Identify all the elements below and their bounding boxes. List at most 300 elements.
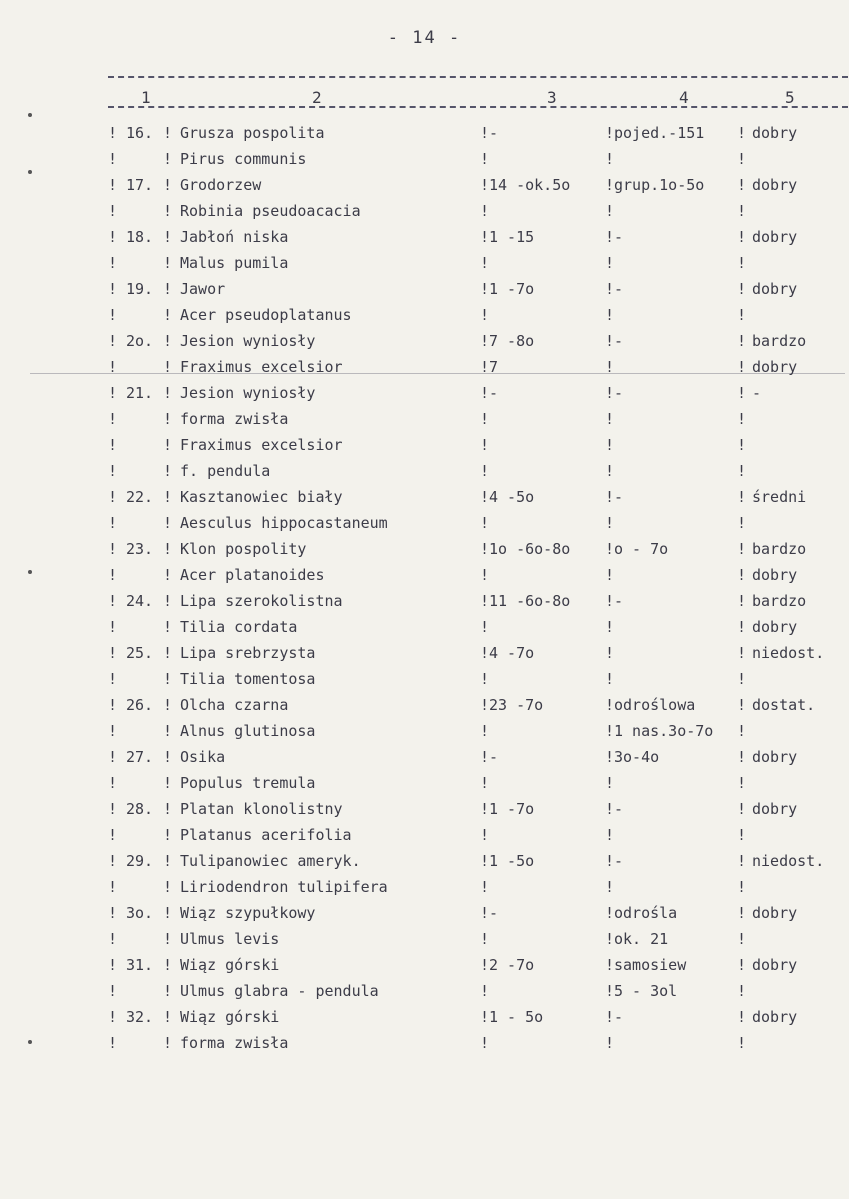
column-separator: ! — [108, 124, 118, 142]
cell-col3: 11 -6o-8o — [489, 592, 571, 610]
cell-species-name: Fraximus excelsior — [180, 358, 343, 376]
column-separator: ! — [163, 644, 173, 662]
column-separator: ! — [108, 592, 118, 610]
column-separator: ! — [163, 280, 173, 298]
cell-species-name: Osika — [180, 748, 226, 766]
column-separator: ! — [605, 774, 615, 792]
cell-col5: bardzo — [752, 332, 807, 350]
column-header-2: 2 — [312, 88, 322, 107]
column-separator: ! — [605, 618, 615, 636]
column-separator: ! — [605, 566, 615, 584]
column-separator: ! — [108, 462, 118, 480]
table-row — [0, 564, 849, 590]
cell-number: 18. — [126, 228, 154, 246]
column-separator: ! — [108, 1008, 118, 1026]
column-separator: ! — [163, 150, 173, 168]
column-separator: ! — [605, 644, 615, 662]
column-separator: ! — [480, 826, 490, 844]
cell-col5: dobry — [752, 904, 798, 922]
column-separator: ! — [605, 722, 615, 740]
cell-number: 16. — [126, 124, 154, 142]
cell-col3: 1 -5o — [489, 852, 535, 870]
column-separator: ! — [163, 618, 173, 636]
cell-species-name: Ulmus glabra - pendula — [180, 982, 379, 1000]
column-separator: ! — [737, 332, 747, 350]
column-separator: ! — [163, 878, 173, 896]
column-separator: ! — [163, 514, 173, 532]
column-separator: ! — [480, 852, 490, 870]
cell-col5: dobry — [752, 800, 798, 818]
margin-dot — [28, 113, 32, 117]
column-separator: ! — [163, 1034, 173, 1052]
column-separator: ! — [605, 488, 615, 506]
column-separator: ! — [108, 280, 118, 298]
column-separator: ! — [605, 982, 615, 1000]
column-separator: ! — [108, 254, 118, 272]
column-separator: ! — [605, 228, 615, 246]
column-separator: ! — [480, 1034, 490, 1052]
table-row — [0, 668, 849, 694]
column-separator: ! — [163, 254, 173, 272]
cell-number: 24. — [126, 592, 154, 610]
column-separator: ! — [737, 670, 747, 688]
column-separator: ! — [605, 1034, 615, 1052]
cell-species-name: Tilia tomentosa — [180, 670, 316, 688]
table-row — [0, 798, 849, 824]
table-row — [0, 616, 849, 642]
column-separator: ! — [605, 358, 615, 376]
column-separator: ! — [605, 748, 615, 766]
column-separator: ! — [480, 800, 490, 818]
cell-col4: - — [614, 1008, 624, 1026]
cell-col4: samosiew — [614, 956, 687, 974]
cell-col5: dostat. — [752, 696, 816, 714]
column-separator: ! — [605, 670, 615, 688]
column-separator: ! — [737, 410, 747, 428]
column-separator: ! — [108, 618, 118, 636]
table-row — [0, 330, 849, 356]
cell-species-name: Acer platanoides — [180, 566, 325, 584]
column-separator: ! — [737, 228, 747, 246]
cell-col5: dobry — [752, 618, 798, 636]
column-separator: ! — [605, 930, 615, 948]
column-separator: ! — [108, 306, 118, 324]
cell-col5: bardzo — [752, 540, 807, 558]
cell-col3: 7 — [489, 358, 499, 376]
column-separator: ! — [737, 826, 747, 844]
table-row — [0, 226, 849, 252]
column-separator: ! — [480, 644, 490, 662]
cell-col4: odrośla — [614, 904, 678, 922]
column-separator: ! — [163, 982, 173, 1000]
column-separator: ! — [108, 852, 118, 870]
column-separator: ! — [480, 228, 490, 246]
column-header-3: 3 — [547, 88, 557, 107]
column-separator: ! — [480, 514, 490, 532]
cell-col5: dobry — [752, 566, 798, 584]
cell-species-name: Jawor — [180, 280, 226, 298]
column-separator: ! — [480, 358, 490, 376]
table-row — [0, 200, 849, 226]
cell-species-name: Malus pumila — [180, 254, 289, 272]
cell-col3: 4 -7o — [489, 644, 535, 662]
cell-number: 31. — [126, 956, 154, 974]
table-row — [0, 252, 849, 278]
column-separator: ! — [480, 150, 490, 168]
cell-col5: dobry — [752, 176, 798, 194]
column-separator: ! — [108, 540, 118, 558]
column-separator: ! — [108, 670, 118, 688]
column-separator: ! — [737, 1034, 747, 1052]
cell-col3: 1o -6o-8o — [489, 540, 571, 558]
column-separator: ! — [480, 592, 490, 610]
column-separator: ! — [605, 436, 615, 454]
cell-col5: dobry — [752, 124, 798, 142]
column-separator: ! — [737, 930, 747, 948]
cell-number: 19. — [126, 280, 154, 298]
cell-species-name: Klon pospolity — [180, 540, 307, 558]
cell-number: 3o. — [126, 904, 154, 922]
column-separator: ! — [737, 488, 747, 506]
cell-col5: - — [752, 384, 762, 402]
table-row — [0, 304, 849, 330]
cell-col5: dobry — [752, 228, 798, 246]
cell-species-name: Tulipanowiec ameryk. — [180, 852, 361, 870]
table-row — [0, 954, 849, 980]
column-separator: ! — [108, 826, 118, 844]
column-separator: ! — [605, 956, 615, 974]
table-row — [0, 460, 849, 486]
cell-col3: 1 -7o — [489, 800, 535, 818]
cell-species-name: forma zwisła — [180, 1034, 289, 1052]
column-separator: ! — [737, 306, 747, 324]
table-row — [0, 902, 849, 928]
column-separator: ! — [108, 332, 118, 350]
column-separator: ! — [163, 566, 173, 584]
cell-col5: niedost. — [752, 644, 825, 662]
column-separator: ! — [605, 202, 615, 220]
column-header-1: 1 — [141, 88, 151, 107]
cell-species-name: Aesculus hippocastaneum — [180, 514, 388, 532]
cell-col3: - — [489, 384, 499, 402]
column-separator: ! — [737, 202, 747, 220]
column-separator: ! — [737, 748, 747, 766]
table-row — [0, 408, 849, 434]
column-separator: ! — [605, 696, 615, 714]
column-separator: ! — [737, 280, 747, 298]
column-separator: ! — [163, 332, 173, 350]
cell-species-name: Populus tremula — [180, 774, 316, 792]
column-separator: ! — [737, 124, 747, 142]
cell-species-name: Kasztanowiec biały — [180, 488, 343, 506]
table-row — [0, 512, 849, 538]
column-separator: ! — [108, 150, 118, 168]
column-separator: ! — [163, 410, 173, 428]
column-separator: ! — [108, 644, 118, 662]
cell-col4: 1 nas.3o-7o — [614, 722, 714, 740]
table-row — [0, 824, 849, 850]
cell-number: 17. — [126, 176, 154, 194]
cell-col4: odroślowa — [614, 696, 696, 714]
table-row — [0, 382, 849, 408]
cell-col4: 5 - 3ol — [614, 982, 678, 1000]
cell-species-name: Jesion wyniosły — [180, 332, 316, 350]
cell-col4: - — [614, 852, 624, 870]
column-separator: ! — [737, 462, 747, 480]
column-separator: ! — [737, 878, 747, 896]
cell-number: 27. — [126, 748, 154, 766]
column-separator: ! — [163, 852, 173, 870]
column-separator: ! — [605, 150, 615, 168]
column-separator: ! — [605, 410, 615, 428]
table-row — [0, 876, 849, 902]
column-separator: ! — [163, 774, 173, 792]
column-separator: ! — [480, 410, 490, 428]
column-separator: ! — [163, 592, 173, 610]
column-separator: ! — [163, 956, 173, 974]
cell-species-name: Robinia pseudoacacia — [180, 202, 361, 220]
table-row — [0, 356, 849, 382]
column-separator: ! — [163, 800, 173, 818]
cell-col4: 3o-4o — [614, 748, 660, 766]
column-separator: ! — [163, 488, 173, 506]
cell-species-name: Platan klonolistny — [180, 800, 343, 818]
column-separator: ! — [163, 358, 173, 376]
table-row — [0, 122, 849, 148]
column-separator: ! — [480, 124, 490, 142]
cell-col5: średni — [752, 488, 807, 506]
column-separator: ! — [737, 384, 747, 402]
column-separator: ! — [737, 800, 747, 818]
cell-species-name: Tilia cordata — [180, 618, 298, 636]
column-separator: ! — [605, 280, 615, 298]
table-row — [0, 538, 849, 564]
cell-number: 29. — [126, 852, 154, 870]
cell-col4: - — [614, 800, 624, 818]
column-separator: ! — [480, 332, 490, 350]
table-row — [0, 772, 849, 798]
column-separator: ! — [163, 176, 173, 194]
column-separator: ! — [605, 904, 615, 922]
column-separator: ! — [737, 150, 747, 168]
cell-species-name: Pirus communis — [180, 150, 307, 168]
table-row — [0, 1006, 849, 1032]
column-separator: ! — [605, 826, 615, 844]
column-separator: ! — [737, 514, 747, 532]
column-separator: ! — [108, 904, 118, 922]
column-separator: ! — [108, 514, 118, 532]
table-top-rule — [108, 76, 848, 78]
cell-col3: 7 -8o — [489, 332, 535, 350]
table-row — [0, 1032, 849, 1058]
column-separator: ! — [163, 306, 173, 324]
column-separator: ! — [605, 332, 615, 350]
cell-col4: o - 7o — [614, 540, 669, 558]
cell-col5: niedost. — [752, 852, 825, 870]
cell-species-name: Liriodendron tulipifera — [180, 878, 388, 896]
column-separator: ! — [108, 956, 118, 974]
column-separator: ! — [163, 462, 173, 480]
cell-number: 25. — [126, 644, 154, 662]
column-separator: ! — [108, 358, 118, 376]
page-number: - 14 - — [387, 28, 462, 48]
cell-species-name: Grusza pospolita — [180, 124, 325, 142]
cell-species-name: Alnus glutinosa — [180, 722, 316, 740]
cell-number: 2o. — [126, 332, 154, 350]
table-row — [0, 850, 849, 876]
cell-col4: grup.1o-5o — [614, 176, 705, 194]
column-separator: ! — [108, 384, 118, 402]
column-separator: ! — [163, 436, 173, 454]
cell-species-name: Jabłoń niska — [180, 228, 289, 246]
cell-species-name: f. pendula — [180, 462, 271, 480]
column-separator: ! — [108, 202, 118, 220]
cell-col5: dobry — [752, 358, 798, 376]
column-separator: ! — [163, 540, 173, 558]
column-separator: ! — [163, 696, 173, 714]
cell-col5: dobry — [752, 748, 798, 766]
cell-number: 26. — [126, 696, 154, 714]
column-separator: ! — [737, 176, 747, 194]
column-separator: ! — [605, 1008, 615, 1026]
column-separator: ! — [737, 644, 747, 662]
column-separator: ! — [108, 722, 118, 740]
column-separator: ! — [480, 670, 490, 688]
column-separator: ! — [737, 722, 747, 740]
column-separator: ! — [737, 774, 747, 792]
cell-species-name: Platanus acerifolia — [180, 826, 352, 844]
column-separator: ! — [163, 670, 173, 688]
column-separator: ! — [108, 800, 118, 818]
column-separator: ! — [108, 1034, 118, 1052]
column-separator: ! — [163, 384, 173, 402]
cell-col3: 1 -7o — [489, 280, 535, 298]
column-separator: ! — [737, 436, 747, 454]
cell-species-name: Acer pseudoplatanus — [180, 306, 352, 324]
column-separator: ! — [605, 878, 615, 896]
column-separator: ! — [480, 982, 490, 1000]
cell-number: 32. — [126, 1008, 154, 1026]
column-separator: ! — [480, 956, 490, 974]
cell-species-name: Wiąz szypułkowy — [180, 904, 316, 922]
column-separator: ! — [480, 202, 490, 220]
column-separator: ! — [108, 696, 118, 714]
column-separator: ! — [163, 1008, 173, 1026]
column-separator: ! — [605, 462, 615, 480]
column-separator: ! — [737, 618, 747, 636]
table-row — [0, 720, 849, 746]
cell-number: 28. — [126, 800, 154, 818]
cell-col5: dobry — [752, 1008, 798, 1026]
cell-col5: bardzo — [752, 592, 807, 610]
column-separator: ! — [108, 410, 118, 428]
cell-col4: - — [614, 384, 624, 402]
header-underline — [108, 106, 848, 108]
cell-species-name: Olcha czarna — [180, 696, 289, 714]
column-separator: ! — [480, 176, 490, 194]
cell-species-name: Lipa szerokolistna — [180, 592, 343, 610]
table-row — [0, 928, 849, 954]
cell-col4: - — [614, 280, 624, 298]
cell-col5: dobry — [752, 956, 798, 974]
table-row — [0, 980, 849, 1006]
column-separator: ! — [163, 722, 173, 740]
column-separator: ! — [605, 540, 615, 558]
column-separator: ! — [480, 436, 490, 454]
table-row — [0, 174, 849, 200]
cell-col5: dobry — [752, 280, 798, 298]
cell-col3: 14 -ok.5o — [489, 176, 571, 194]
column-separator: ! — [480, 618, 490, 636]
cell-col3: 1 - 5o — [489, 1008, 544, 1026]
column-separator: ! — [108, 436, 118, 454]
column-separator: ! — [737, 254, 747, 272]
column-separator: ! — [108, 228, 118, 246]
cell-col4: pojed.-151 — [614, 124, 705, 142]
cell-species-name: Fraximus excelsior — [180, 436, 343, 454]
column-separator: ! — [737, 592, 747, 610]
cell-species-name: Jesion wyniosły — [180, 384, 316, 402]
column-separator: ! — [737, 982, 747, 1000]
cell-col3: 1 -15 — [489, 228, 535, 246]
column-separator: ! — [163, 904, 173, 922]
column-separator: ! — [163, 826, 173, 844]
column-separator: ! — [163, 202, 173, 220]
column-separator: ! — [480, 930, 490, 948]
column-separator: ! — [737, 358, 747, 376]
cell-col4: - — [614, 592, 624, 610]
column-separator: ! — [737, 904, 747, 922]
column-separator: ! — [737, 696, 747, 714]
column-separator: ! — [480, 878, 490, 896]
cell-col3: - — [489, 748, 499, 766]
column-separator: ! — [163, 124, 173, 142]
column-separator: ! — [480, 774, 490, 792]
column-separator: ! — [605, 306, 615, 324]
column-separator: ! — [108, 774, 118, 792]
column-separator: ! — [108, 878, 118, 896]
column-separator: ! — [480, 306, 490, 324]
cell-number: 21. — [126, 384, 154, 402]
table-row — [0, 148, 849, 174]
table-row — [0, 746, 849, 772]
cell-number: 22. — [126, 488, 154, 506]
column-separator: ! — [108, 488, 118, 506]
column-separator: ! — [605, 124, 615, 142]
cell-species-name: Wiąz górski — [180, 956, 280, 974]
cell-col3: - — [489, 124, 499, 142]
column-separator: ! — [605, 384, 615, 402]
column-separator: ! — [108, 930, 118, 948]
column-separator: ! — [605, 852, 615, 870]
cell-species-name: Grodorzew — [180, 176, 262, 194]
table-row — [0, 434, 849, 460]
cell-species-name: Lipa srebrzysta — [180, 644, 316, 662]
table-row — [0, 590, 849, 616]
column-header-5: 5 — [785, 88, 795, 107]
column-separator: ! — [480, 462, 490, 480]
column-separator: ! — [737, 1008, 747, 1026]
column-separator: ! — [605, 176, 615, 194]
column-separator: ! — [605, 800, 615, 818]
cell-col3: 2 -7o — [489, 956, 535, 974]
column-separator: ! — [108, 566, 118, 584]
column-separator: ! — [480, 488, 490, 506]
cell-col3: - — [489, 904, 499, 922]
column-separator: ! — [480, 280, 490, 298]
table-row — [0, 278, 849, 304]
cell-col3: 4 -5o — [489, 488, 535, 506]
